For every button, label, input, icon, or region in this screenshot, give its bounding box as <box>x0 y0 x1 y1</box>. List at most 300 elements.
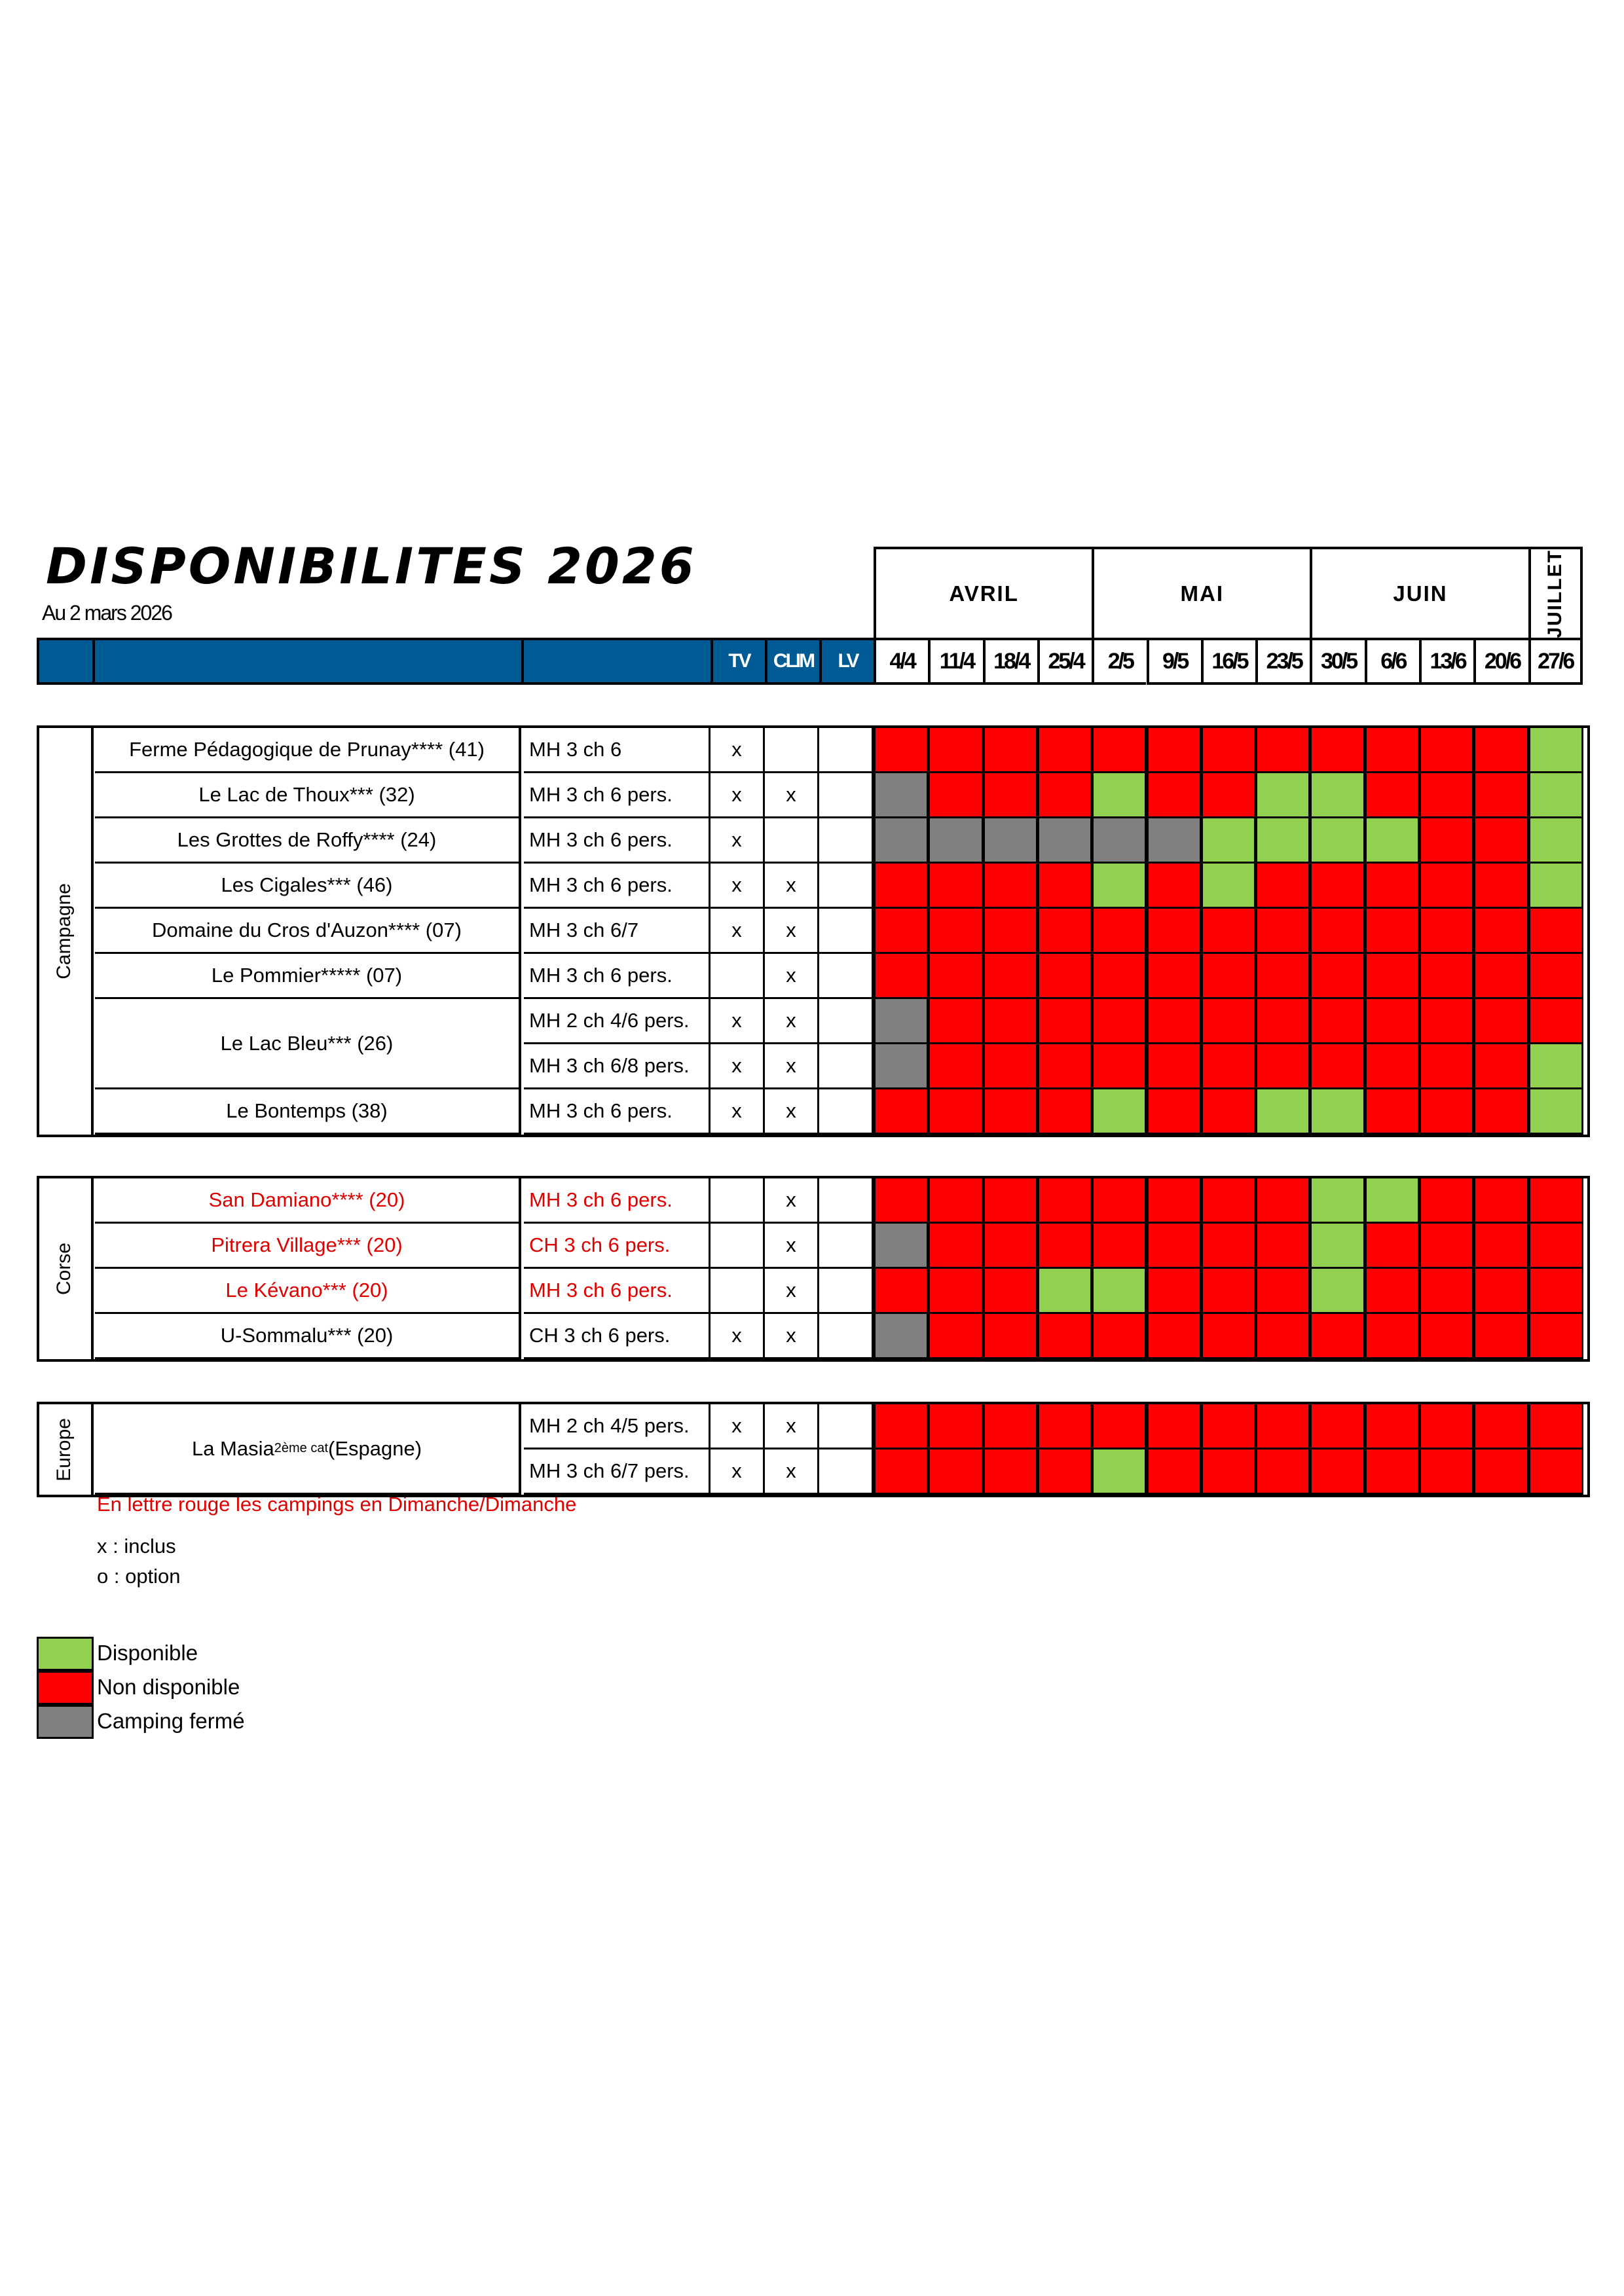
week-date: 27/6 <box>1528 638 1583 685</box>
hebergement-type: CH 3 ch 6 pers. <box>524 1314 710 1359</box>
availability-cell <box>1473 1449 1528 1495</box>
availability-cell <box>1255 954 1310 999</box>
availability-cell <box>1201 864 1256 909</box>
availability-cell <box>1255 999 1310 1044</box>
option-tv: x <box>710 909 765 954</box>
availability-cell <box>1528 1314 1583 1359</box>
availability-cell <box>1310 1269 1365 1314</box>
availability-cell <box>1528 1224 1583 1269</box>
option-lv <box>819 909 874 954</box>
availability-cell <box>1201 1314 1256 1359</box>
week-date: 11/4 <box>928 638 982 685</box>
option-clim: x <box>765 864 819 909</box>
availability-cell <box>1528 1178 1583 1224</box>
availability-cell <box>1473 1178 1528 1224</box>
month-label: MAI <box>1180 581 1225 606</box>
availability-cell <box>1419 728 1474 773</box>
availability-cell <box>1255 864 1310 909</box>
option-lv <box>819 1178 874 1224</box>
week-date: 16/5 <box>1201 638 1255 685</box>
availability-cell <box>1201 728 1256 773</box>
week-date: 20/6 <box>1473 638 1528 685</box>
header-divider <box>92 638 95 685</box>
camping-name: Le Kévano*** (20) <box>95 1269 521 1314</box>
availability-cell <box>1201 1404 1256 1449</box>
option-note: o : option <box>97 1565 181 1588</box>
availability-cell <box>874 1314 929 1359</box>
availability-cell <box>1255 1178 1310 1224</box>
camping-name: Le Pommier***** (07) <box>95 954 521 999</box>
availability-cell <box>1310 1089 1365 1135</box>
column-header-tv: TV <box>710 640 765 682</box>
availability-cell <box>1092 1269 1147 1314</box>
availability-cell <box>983 1449 1038 1495</box>
availability-cell <box>1255 818 1310 864</box>
availability-cell <box>1201 954 1256 999</box>
availability-cell <box>1310 999 1365 1044</box>
hebergement-type: MH 3 ch 6/7 pers. <box>524 1449 710 1495</box>
option-tv: x <box>710 1044 765 1089</box>
option-lv <box>819 1044 874 1089</box>
availability-cell <box>1310 818 1365 864</box>
availability-cell <box>928 1449 983 1495</box>
availability-cell <box>928 1404 983 1449</box>
availability-cell <box>928 954 983 999</box>
week-date: 6/6 <box>1365 638 1419 685</box>
availability-cell <box>1419 864 1474 909</box>
availability-cell <box>1147 1044 1202 1089</box>
option-lv <box>819 954 874 999</box>
month-label: AVRIL <box>949 581 1019 606</box>
availability-cell <box>1147 728 1202 773</box>
availability-cell <box>1201 773 1256 818</box>
availability-cell <box>1528 954 1583 999</box>
availability-cell <box>1037 1224 1092 1269</box>
availability-cell <box>1419 954 1474 999</box>
group-label-text: Europe <box>52 1417 75 1482</box>
availability-cell <box>983 1404 1038 1449</box>
hebergement-type: MH 3 ch 6 pers. <box>524 818 710 864</box>
hebergement-type: MH 3 ch 6 <box>524 728 710 773</box>
availability-cell <box>1528 818 1583 864</box>
availability-cell <box>1037 954 1092 999</box>
legend-label: Disponible <box>97 1641 198 1665</box>
availability-cell <box>983 1314 1038 1359</box>
camping-name: La Masia 2ème cat (Espagne) <box>95 1404 521 1495</box>
availability-cell <box>1528 1089 1583 1135</box>
availability-cell <box>1365 773 1420 818</box>
option-lv <box>819 999 874 1044</box>
availability-cell <box>1092 1314 1147 1359</box>
availability-cell <box>983 1089 1038 1135</box>
availability-cell <box>1365 728 1420 773</box>
availability-cell <box>1037 1269 1092 1314</box>
month-juillet <box>1528 547 1583 640</box>
option-lv <box>819 1314 874 1359</box>
availability-cell <box>874 1449 929 1495</box>
availability-cell <box>1147 1269 1202 1314</box>
option-tv <box>710 954 765 999</box>
week-date: 13/6 <box>1419 638 1473 685</box>
availability-cell <box>1147 999 1202 1044</box>
availability-cell <box>1365 1404 1420 1449</box>
option-clim: x <box>765 1044 819 1089</box>
availability-cell <box>1201 999 1256 1044</box>
option-tv: x <box>710 1089 765 1135</box>
week-date: 9/5 <box>1147 638 1201 685</box>
option-tv: x <box>710 728 765 773</box>
availability-cell <box>1473 999 1528 1044</box>
availability-cell <box>1255 728 1310 773</box>
availability-cell <box>1255 1089 1310 1135</box>
option-clim <box>765 728 819 773</box>
availability-cell <box>1365 954 1420 999</box>
availability-cell <box>1310 1044 1365 1089</box>
option-lv <box>819 818 874 864</box>
availability-cell <box>983 728 1038 773</box>
availability-cell <box>1365 1269 1420 1314</box>
camping-name: Le Bontemps (38) <box>95 1089 521 1135</box>
availability-cell <box>983 999 1038 1044</box>
availability-cell <box>874 954 929 999</box>
availability-cell <box>983 1044 1038 1089</box>
availability-cell <box>1147 1089 1202 1135</box>
availability-cell <box>1310 728 1365 773</box>
camping-name: Les Cigales*** (46) <box>95 864 521 909</box>
page-title: DISPONIBILITES 2026 <box>46 537 697 595</box>
availability-cell <box>1255 1314 1310 1359</box>
legend-swatch <box>37 1705 94 1739</box>
availability-cell <box>928 1269 983 1314</box>
camping-name: San Damiano**** (20) <box>95 1178 521 1224</box>
availability-cell <box>1201 1044 1256 1089</box>
availability-cell <box>1092 818 1147 864</box>
availability-cell <box>1473 1404 1528 1449</box>
availability-cell <box>1419 1224 1474 1269</box>
availability-cell <box>1419 909 1474 954</box>
legend-label: Camping fermé <box>97 1709 245 1733</box>
availability-cell <box>1037 1089 1092 1135</box>
option-clim: x <box>765 1449 819 1495</box>
availability-cell <box>1201 1449 1256 1495</box>
availability-cell <box>874 864 929 909</box>
camping-name: Ferme Pédagogique de Prunay**** (41) <box>95 728 521 773</box>
camping-name: Pitrera Village*** (20) <box>95 1224 521 1269</box>
availability-cell <box>1419 1089 1474 1135</box>
availability-cell <box>1037 1449 1092 1495</box>
availability-cell <box>1419 1449 1474 1495</box>
camping-category: 2ème cat <box>274 1441 329 1455</box>
month-label: JUIN <box>1393 581 1448 606</box>
option-lv <box>819 1089 874 1135</box>
availability-cell <box>928 1224 983 1269</box>
option-clim <box>765 818 819 864</box>
availability-cell <box>1365 1089 1420 1135</box>
availability-cell <box>1255 909 1310 954</box>
availability-cell <box>928 728 983 773</box>
availability-cell <box>1310 1314 1365 1359</box>
option-tv: x <box>710 1404 765 1449</box>
availability-cell <box>928 864 983 909</box>
option-lv <box>819 1269 874 1314</box>
availability-cell <box>1092 864 1147 909</box>
availability-cell <box>1365 999 1420 1044</box>
availability-cell <box>1147 1314 1202 1359</box>
availability-cell <box>983 864 1038 909</box>
availability-cell <box>983 909 1038 954</box>
availability-cell <box>874 1404 929 1449</box>
group-label-europe <box>37 1404 94 1495</box>
availability-cell <box>1310 864 1365 909</box>
week-date: 18/4 <box>983 638 1037 685</box>
availability-cell <box>1147 818 1202 864</box>
availability-cell <box>874 728 929 773</box>
availability-cell <box>1528 864 1583 909</box>
availability-cell <box>1147 773 1202 818</box>
option-clim: x <box>765 909 819 954</box>
option-clim: x <box>765 773 819 818</box>
availability-cell <box>928 1314 983 1359</box>
week-date: 30/5 <box>1310 638 1364 685</box>
availability-cell <box>1037 1314 1092 1359</box>
hebergement-type: MH 3 ch 6 pers. <box>524 1269 710 1314</box>
availability-cell <box>928 999 983 1044</box>
availability-cell <box>1310 909 1365 954</box>
availability-cell <box>1147 864 1202 909</box>
availability-cell <box>1092 728 1147 773</box>
availability-cell <box>1310 1404 1365 1449</box>
availability-cell <box>1147 1449 1202 1495</box>
option-tv: x <box>710 1449 765 1495</box>
availability-cell <box>1037 864 1092 909</box>
column-header-lv: LV <box>819 640 874 682</box>
column-header-clim: CLIM <box>765 640 819 682</box>
hebergement-type: MH 3 ch 6 pers. <box>524 1178 710 1224</box>
availability-cell <box>1037 1178 1092 1224</box>
availability-cell <box>983 1224 1038 1269</box>
group-label-text: Corse <box>52 1242 75 1296</box>
week-date: 25/4 <box>1037 638 1092 685</box>
availability-cell <box>1310 1178 1365 1224</box>
availability-cell <box>1310 773 1365 818</box>
hebergement-type: MH 3 ch 6/8 pers. <box>524 1044 710 1089</box>
availability-cell <box>983 818 1038 864</box>
availability-cell <box>1092 773 1147 818</box>
availability-cell <box>1092 1044 1147 1089</box>
hebergement-type: CH 3 ch 6 pers. <box>524 1224 710 1269</box>
option-clim: x <box>765 1178 819 1224</box>
availability-cell <box>928 909 983 954</box>
availability-cell <box>1037 1044 1092 1089</box>
month-label: JUILLET <box>1544 549 1566 638</box>
availability-cell <box>874 1044 929 1089</box>
availability-cell <box>1147 1404 1202 1449</box>
availability-cell <box>1147 1178 1202 1224</box>
availability-cell <box>1419 818 1474 864</box>
availability-cell <box>874 909 929 954</box>
availability-cell <box>1092 999 1147 1044</box>
option-clim: x <box>765 1089 819 1135</box>
availability-cell <box>1310 1224 1365 1269</box>
availability-cell <box>1528 999 1583 1044</box>
option-lv <box>819 1449 874 1495</box>
option-clim: x <box>765 1404 819 1449</box>
availability-cell <box>1037 728 1092 773</box>
availability-cell <box>1419 1269 1474 1314</box>
camping-name: Domaine du Cros d'Auzon**** (07) <box>95 909 521 954</box>
availability-cell <box>1473 1269 1528 1314</box>
availability-cell <box>1528 909 1583 954</box>
week-date: 23/5 <box>1255 638 1310 685</box>
option-lv <box>819 864 874 909</box>
availability-cell <box>1201 1224 1256 1269</box>
availability-cell <box>1528 1404 1583 1449</box>
hebergement-type: MH 3 ch 6 pers. <box>524 773 710 818</box>
availability-cell <box>1473 1089 1528 1135</box>
availability-cell <box>1473 1044 1528 1089</box>
month-mai <box>1092 547 1310 640</box>
hebergement-type: MH 3 ch 6/7 <box>524 909 710 954</box>
option-clim: x <box>765 1224 819 1269</box>
availability-cell <box>983 954 1038 999</box>
availability-cell <box>874 999 929 1044</box>
availability-cell <box>1092 1449 1147 1495</box>
availability-cell <box>983 1269 1038 1314</box>
availability-cell <box>1365 818 1420 864</box>
availability-cell <box>1419 1044 1474 1089</box>
legend-swatch <box>37 1671 94 1705</box>
availability-cell <box>928 1089 983 1135</box>
availability-cell <box>1528 1044 1583 1089</box>
availability-cell <box>1092 1404 1147 1449</box>
availability-cell <box>1092 954 1147 999</box>
availability-cell <box>1147 954 1202 999</box>
legend-label: Non disponible <box>97 1675 240 1699</box>
red-text-note: En lettre rouge les campings en Dimanche/Dimanche <box>97 1493 577 1516</box>
availability-cell <box>1419 1404 1474 1449</box>
availability-cell <box>874 773 929 818</box>
hebergement-type: MH 3 ch 6 pers. <box>524 954 710 999</box>
camping-name: U-Sommalu*** (20) <box>95 1314 521 1359</box>
option-lv <box>819 773 874 818</box>
availability-cell <box>983 1178 1038 1224</box>
availability-cell <box>1365 1224 1420 1269</box>
availability-cell <box>874 1224 929 1269</box>
hebergement-type: MH 3 ch 6 pers. <box>524 864 710 909</box>
availability-cell <box>1255 1044 1310 1089</box>
availability-cell <box>1147 1224 1202 1269</box>
group-label-text: Campagne <box>52 883 75 979</box>
group-label-campagne <box>37 728 94 1135</box>
option-tv <box>710 1269 765 1314</box>
availability-cell <box>1473 728 1528 773</box>
option-tv <box>710 1224 765 1269</box>
option-tv <box>710 1178 765 1224</box>
option-clim: x <box>765 1269 819 1314</box>
week-date: 4/4 <box>874 638 928 685</box>
availability-cell <box>1255 1449 1310 1495</box>
availability-cell <box>983 773 1038 818</box>
availability-cell <box>928 818 983 864</box>
availability-cell <box>1037 999 1092 1044</box>
availability-cell <box>874 818 929 864</box>
week-date: 2/5 <box>1092 638 1146 685</box>
availability-cell <box>1092 1178 1147 1224</box>
availability-cell <box>1365 1044 1420 1089</box>
option-tv: x <box>710 1314 765 1359</box>
availability-cell <box>928 773 983 818</box>
included-note: x : inclus <box>97 1535 176 1558</box>
availability-cell <box>1419 1314 1474 1359</box>
availability-cell <box>1419 1178 1474 1224</box>
availability-cell <box>1528 1269 1583 1314</box>
availability-cell <box>874 1269 929 1314</box>
availability-cell <box>1201 1269 1256 1314</box>
availability-cell <box>1528 728 1583 773</box>
availability-cell <box>1473 1314 1528 1359</box>
group-label-corse <box>37 1178 94 1359</box>
availability-cell <box>1201 818 1256 864</box>
availability-cell <box>1473 1224 1528 1269</box>
hebergement-type: MH 2 ch 4/6 pers. <box>524 999 710 1044</box>
availability-cell <box>1255 1404 1310 1449</box>
availability-cell <box>1473 909 1528 954</box>
availability-cell <box>1255 1224 1310 1269</box>
availability-cell <box>1365 864 1420 909</box>
availability-cell <box>1092 1089 1147 1135</box>
availability-cell <box>1255 1269 1310 1314</box>
availability-cell <box>1092 1224 1147 1269</box>
hebergement-type: MH 2 ch 4/5 pers. <box>524 1404 710 1449</box>
availability-cell <box>1365 1314 1420 1359</box>
option-clim: x <box>765 954 819 999</box>
availability-cell <box>1037 818 1092 864</box>
option-tv: x <box>710 864 765 909</box>
update-date: Au 2 mars 2026 <box>42 601 172 625</box>
availability-cell <box>1419 999 1474 1044</box>
option-lv <box>819 1224 874 1269</box>
option-clim: x <box>765 1314 819 1359</box>
hebergement-type: MH 3 ch 6 pers. <box>524 1089 710 1135</box>
availability-cell <box>928 1044 983 1089</box>
option-clim: x <box>765 999 819 1044</box>
legend-swatch <box>37 1637 94 1671</box>
availability-cell <box>1473 864 1528 909</box>
availability-cell <box>874 1089 929 1135</box>
availability-cell <box>1473 954 1528 999</box>
camping-name: Le Lac Bleu*** (26) <box>95 999 521 1089</box>
availability-cell <box>1037 773 1092 818</box>
availability-cell <box>874 1178 929 1224</box>
availability-cell <box>1201 909 1256 954</box>
option-tv: x <box>710 818 765 864</box>
availability-cell <box>1201 1089 1256 1135</box>
availability-cell <box>1201 1178 1256 1224</box>
availability-cell <box>1528 773 1583 818</box>
availability-cell <box>1037 1404 1092 1449</box>
availability-cell <box>1365 909 1420 954</box>
month-juin <box>1310 547 1528 640</box>
availability-cell <box>928 1178 983 1224</box>
option-lv <box>819 728 874 773</box>
availability-cell <box>1037 909 1092 954</box>
availability-cell <box>1310 1449 1365 1495</box>
availability-cell <box>1473 773 1528 818</box>
option-lv <box>819 1404 874 1449</box>
availability-cell <box>1365 1178 1420 1224</box>
availability-cell <box>1310 954 1365 999</box>
availability-cell <box>1528 1449 1583 1495</box>
